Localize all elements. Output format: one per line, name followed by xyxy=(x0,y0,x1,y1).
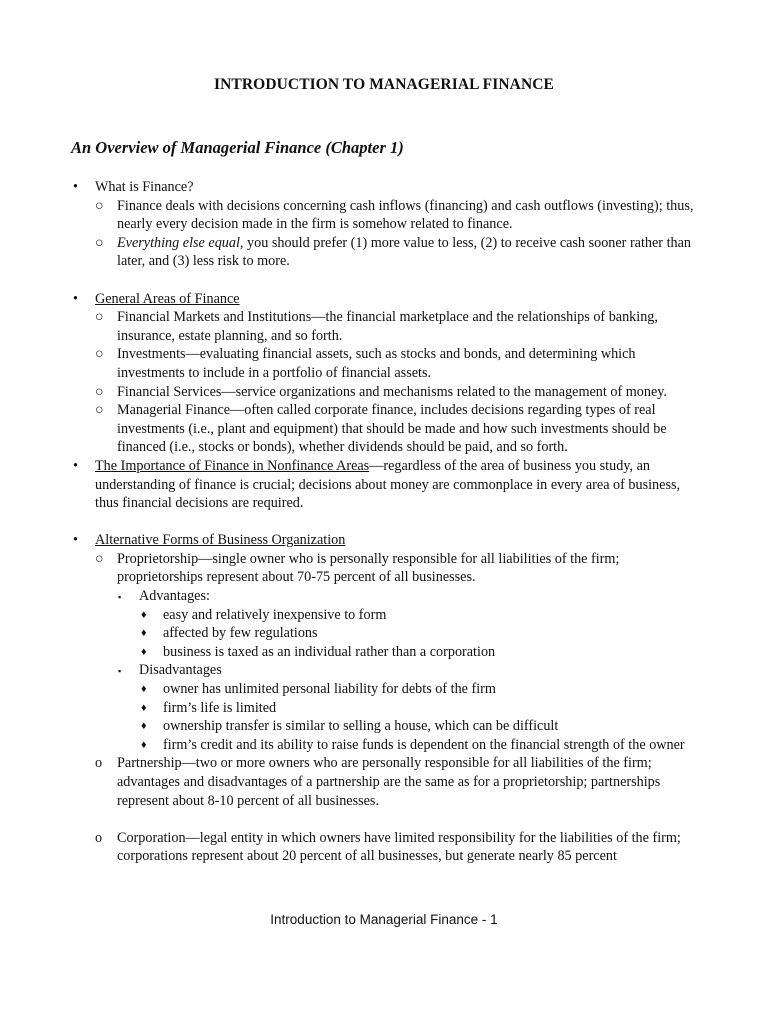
item-text: ownership transfer is similar to selling a house, which can be difficult xyxy=(163,718,559,735)
circle-marker: ○ xyxy=(95,383,104,400)
diamond-marker: ♦ xyxy=(141,627,147,640)
disadvantage-item xyxy=(73,717,698,736)
disadvantages-label xyxy=(73,661,698,680)
sub-item-text: Investments—evaluating financial assets, such as stocks and bonds, and determining which investments to include in a portfolio of financial assets. xyxy=(117,346,636,381)
sub-item-text: , you should prefer (1) more value to less, (2) to receive cash sooner rather than later, and (3) less risk to more. xyxy=(117,234,691,270)
sub-item-text: Financial Services—service organizations and mechanisms related to the management of money. xyxy=(117,383,667,400)
circle-marker: ○ xyxy=(95,197,104,214)
diamond-marker: ♦ xyxy=(141,701,147,714)
disadvantage-item xyxy=(73,736,698,755)
diamond-marker: ♦ xyxy=(141,738,147,751)
circle-marker: ○ xyxy=(95,309,104,326)
sub-item xyxy=(73,197,698,234)
circle-marker: ○ xyxy=(95,346,104,363)
circle-marker: ○ xyxy=(95,402,104,419)
diamond-marker: ♦ xyxy=(141,683,147,696)
bullet-business-organization xyxy=(73,531,698,550)
bullet-what-is-finance xyxy=(73,178,698,197)
diamond-marker: ♦ xyxy=(141,608,147,621)
item-text: owner has unlimited personal liability for debts of the firm xyxy=(163,681,496,698)
diamond-marker: ♦ xyxy=(141,645,147,658)
item-text: affected by few regulations xyxy=(163,625,318,642)
advantage-item xyxy=(73,624,698,643)
bullet-heading: General Areas of Finance xyxy=(95,290,240,307)
sub-item xyxy=(73,345,698,382)
page-footer: Introduction to Managerial Finance - 1 xyxy=(270,912,498,927)
sub-item xyxy=(73,308,698,345)
bullet-text: —regardless of the area of business you study, an understanding of finance is crucial; decisions about money are commonplace in every area of business, thus financial decisions are required. xyxy=(95,457,681,512)
sub-item-corporation xyxy=(73,829,698,866)
sub-item xyxy=(73,383,698,402)
sub-item-text: Managerial Finance—often called corporate finance, includes decisions regarding types of real investments (i.e., plant and equipment) that should be made and how such investments should be financed (i.e., stocks or bonds), whether dividends should be paid, and so forth. xyxy=(117,402,667,456)
label-text: Disadvantages xyxy=(139,662,222,679)
advantage-item xyxy=(73,643,698,662)
sub-item-proprietorship xyxy=(73,550,698,587)
section-subtitle: An Overview of Managerial Finance (Chapter 1) xyxy=(71,138,404,157)
circle-marker: ○ xyxy=(95,234,104,251)
page-title: INTRODUCTION TO MANAGERIAL FINANCE xyxy=(214,76,554,93)
label-text: Advantages: xyxy=(139,588,210,605)
bullet-importance-of-finance xyxy=(73,457,698,513)
o-marker: o xyxy=(95,755,103,772)
item-text: firm’s life is limited xyxy=(163,699,277,716)
bullet-marker: • xyxy=(73,179,78,195)
circle-marker: ○ xyxy=(95,550,104,567)
bullet-marker: • xyxy=(73,532,78,549)
advantages-label xyxy=(73,587,698,606)
sub-item-text: Corporation—legal entity in which owners have limited responsibility for the liabilities of the firm; corporations represent about 20 percent of all businesses, but generate nearly 85 percent xyxy=(117,829,681,865)
item-text: easy and relatively inexpensive to form xyxy=(163,606,387,623)
sub-item-text: Proprietorship—single owner who is personally responsible for all liabilities of the firm; proprietorships represent about 70-75 percent of all businesses. xyxy=(117,550,620,586)
bullet-heading: Alternative Forms of Business Organization xyxy=(95,532,346,549)
sub-item-text: Finance deals with decisions concerning cash inflows (financing) and cash outflows (investing); thus, nearly every decision made in the firm is somehow related to finance. xyxy=(117,197,694,233)
advantage-item xyxy=(73,606,698,625)
item-text: business is taxed as an individual rather than a corporation xyxy=(163,643,496,660)
bullet-general-areas xyxy=(73,290,698,309)
sub-item xyxy=(73,401,698,457)
disadvantage-item xyxy=(73,699,698,718)
sub-item xyxy=(73,234,698,271)
square-marker: ▪ xyxy=(118,592,122,603)
square-marker: ▪ xyxy=(118,666,122,677)
diamond-marker: ♦ xyxy=(141,720,147,733)
disadvantage-item xyxy=(73,680,698,699)
bullet-text: What is Finance? xyxy=(95,179,194,195)
sub-item-text: Financial Markets and Institutions—the financial marketplace and the relationships of banking, insurance, estate planning, and so forth. xyxy=(117,309,658,344)
bullet-marker: • xyxy=(73,457,78,474)
document-body xyxy=(73,178,698,866)
italic-phrase: Everything else equal xyxy=(117,234,240,251)
o-marker: o xyxy=(95,829,103,846)
item-text: firm’s credit and its ability to raise funds is dependent on the financial strength of the owner xyxy=(163,736,685,753)
bullet-marker: • xyxy=(73,290,78,307)
sub-item-text: Partnership—two or more owners who are personally responsible for all liabilities of the firm; advantages and disadvantages of a partnership are the same as for a proprietorship; partnerships represent about 8-10 percent of all businesses. xyxy=(117,755,661,809)
bullet-heading: The Importance of Finance in Nonfinance Areas xyxy=(95,457,370,474)
sub-item-partnership xyxy=(73,754,698,810)
